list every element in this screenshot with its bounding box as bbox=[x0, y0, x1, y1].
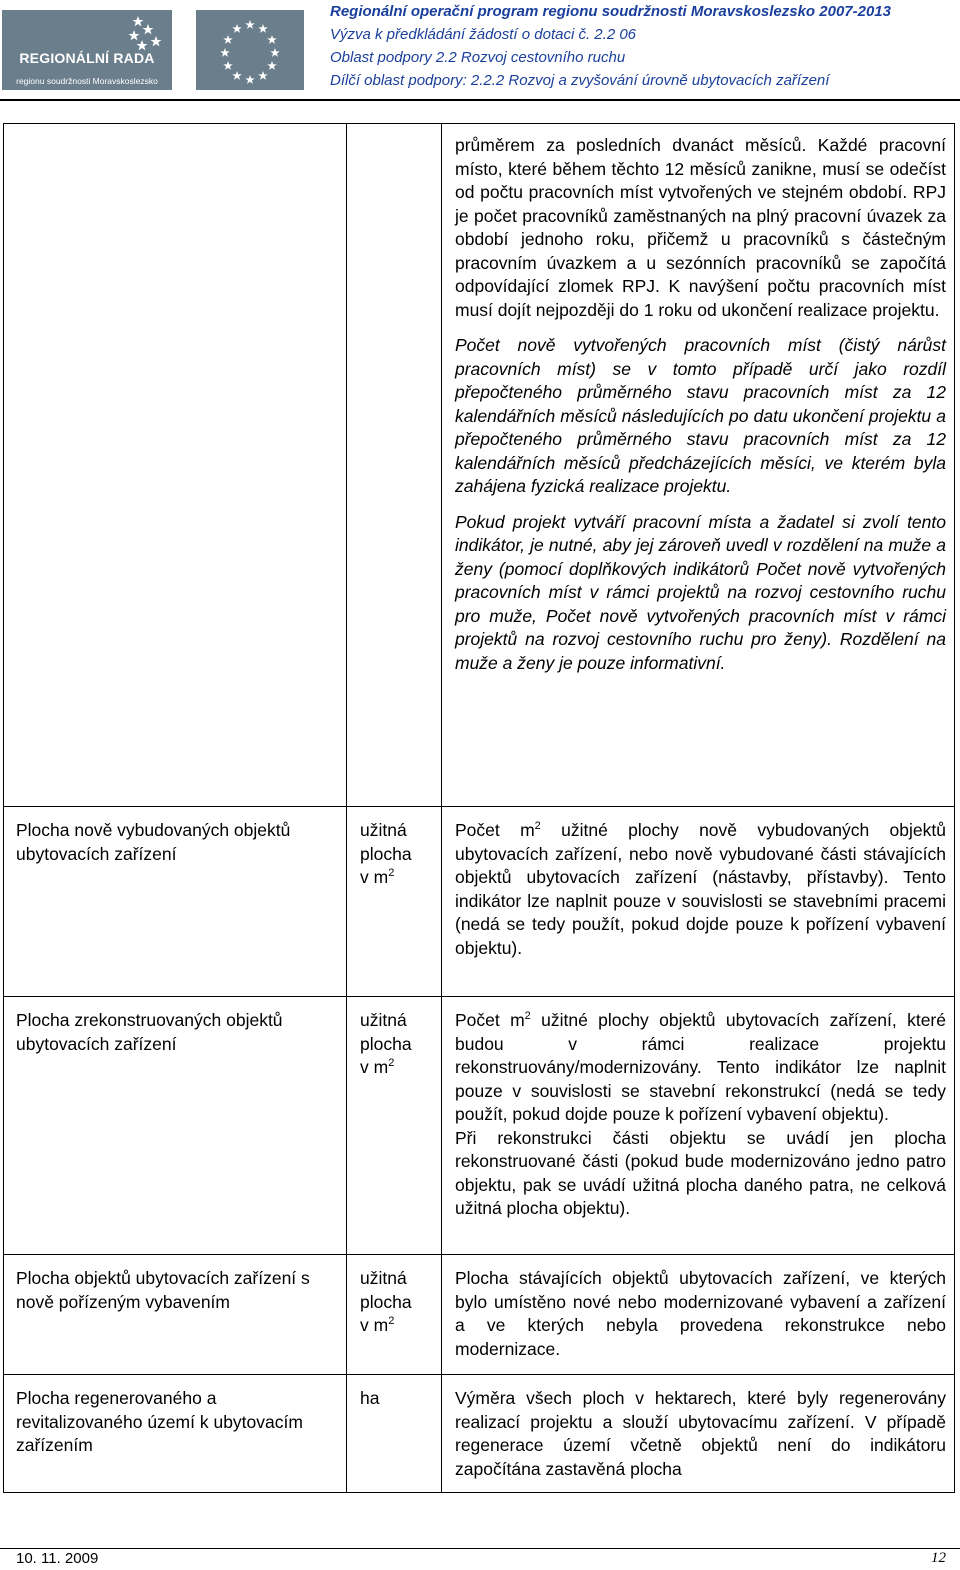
page-header bbox=[0, 0, 960, 100]
table-row-divider bbox=[4, 1374, 954, 1375]
unit-measure: v $m^2$ bbox=[360, 867, 395, 887]
indicator-unit bbox=[360, 819, 440, 890]
indicator-name: Plocha objektů ubytovacích zařízení s nově pořízeným vybavením bbox=[16, 1268, 310, 1312]
logo-title: REGIONÁLNÍ RADA bbox=[19, 50, 155, 66]
page-number: 12 bbox=[931, 1550, 946, 1566]
stars-icon bbox=[122, 14, 170, 54]
indicator-name: Plocha zrekonstruovaných objektů ubytovacích zařízení bbox=[16, 1010, 283, 1054]
logo-subtitle: regionu soudržnosti Moravskoslezsko bbox=[16, 76, 158, 86]
indicator-unit bbox=[360, 1009, 440, 1080]
indicator-unit: ha bbox=[360, 1388, 380, 1408]
indicator-name: Plocha nově vybudovaných objektů ubytovacích zařízení bbox=[16, 820, 291, 864]
header-rule bbox=[0, 99, 960, 101]
unit-label: užitná plocha bbox=[360, 1010, 412, 1054]
header-programme: Regionální operační program regionu soudržnosti Moravskoslezsko 2007-2013 bbox=[330, 3, 891, 20]
indicator-description: Počet $m^2$ užitné plochy nově vybudovaných objektů ubytovacích zařízení, nebo nově vybudované části stávajících objektů ubytovacích zařízení (nástavby, přístavby). Tento indikátor lze naplnit pouze v souvislosti se stavebními pracemi (nedá se tedy použít, pokud dojde pouze k pořízení vybavení objektu). bbox=[455, 820, 946, 958]
description-paragraph: Počet nově vytvořených pracovních míst (čistý nárůst pracovních míst) se v tomto případě určí jako rozdíl přepočteného průměrného stavu pracovních míst za 12 kalendářních měsíců následujících po datu ukončení projektu a přepočteného průměrného stavu pracovních míst za 12 kalendářních měsíců předcházejících měsíci, ve kterém byla zahájena fyzická realizace projektu. bbox=[455, 335, 946, 496]
indicator-description: Výměra všech ploch v hektarech, které byly regenerovány realizací projektu a slouží ubytovacímu zařízení. V případě regenerace území včetně objektů není do indikátoru započítána zastavěná plocha bbox=[455, 1388, 946, 1479]
indicator-name: Plocha regenerovaného a revitalizovaného území k ubytovacím zařízením bbox=[16, 1388, 303, 1455]
table-row-divider bbox=[4, 806, 954, 807]
header-subarea: Dílčí oblast podpory: 2.2.2 Rozvoj a zvyšování úrovně ubytovacích zařízení bbox=[330, 72, 830, 89]
indicator-unit bbox=[360, 1267, 440, 1338]
table-row-0-description bbox=[455, 134, 946, 675]
regionalni-rada-logo bbox=[2, 10, 172, 90]
unit-label: užitná plocha bbox=[360, 1268, 412, 1312]
eu-stars-icon bbox=[196, 10, 304, 90]
description-extra: Při rekonstrukci části objektu se uvádí jen plocha rekonstruované části (pokud bude modernizováno jedno patro objektu, pak se uvádí užitná plocha daného patra, ne celková užitná plocha objektu). bbox=[455, 1127, 946, 1218]
unit-measure: v $m^2$ bbox=[360, 1057, 395, 1077]
table-row-divider bbox=[4, 996, 954, 997]
table-col-divider-2 bbox=[441, 124, 442, 1492]
header-area: Oblast podpory 2.2 Rozvoj cestovního ruchu bbox=[330, 49, 626, 66]
footer-date: 10. 11. 2009 bbox=[16, 1550, 99, 1567]
table-col-divider-1 bbox=[346, 124, 347, 1492]
header-call: Výzva k předkládání žádostí o dotaci č. 2.2 06 bbox=[330, 26, 637, 43]
description-paragraph: Pokud projekt vytváří pracovní místa a žadatel si zvolí tento indikátor, je nutné, aby jej zároveň uvedl v rozdělení na muže a ženy (pomocí doplňkových indikátorů Počet nově vytvořených pracovních míst v rámci projektů na rozvoj cestovního ruchu pro muže, Počet nově vytvořených pracovních míst v rámci projektů na rozvoj cestovního ruchu pro ženy). Rozdělení na muže a ženy je pouze informativní. bbox=[455, 511, 946, 673]
description-paragraph: průměrem za posledních dvanáct měsíců. Každé pracovní místo, které během těchto 12 měsíců zanikne, musí se odečíst od počtu pracovních míst vytvořených ve stejném období. RPJ je počet pracovníků zaměstnaných na plný pracovní úvazek za období jednoho roku, přičemž u pracovníků s částečným pracovním úvazkem a u sezónních pracovníků se započítá odpovídající zlomek RPJ. K navýšení počtu pracovních míst musí dojít nejpozději do 1 roku od ukončení realizace projektu. bbox=[455, 135, 946, 320]
indicator-description: Plocha stávajících objektů ubytovacích zařízení, ve kterých bylo umístěno nové nebo modernizované vybavení a zařízení a ve kterých nebyla provedena rekonstrukce nebo modernizace. bbox=[455, 1268, 946, 1359]
header-text bbox=[330, 0, 891, 92]
indicator-table bbox=[3, 123, 955, 1493]
footer-rule bbox=[0, 1548, 960, 1549]
table-row-divider bbox=[4, 1254, 954, 1255]
unit-measure: v $m^2$ bbox=[360, 1315, 395, 1335]
unit-label: užitná plocha bbox=[360, 820, 412, 864]
indicator-description: Počet $m^2$ užitné plochy objektů ubytovacích zařízení, které budou v rámci realizace projektu rekonstruovány/modernizovány. Tento indikátor lze naplnit pouze v souvislosti se stavební rekonstrukcí (nedá se tedy použít, pokud dojde pouze k pořízení vybavení objektu). Při rekonstrukci části objektu se uvádí jen plocha rekonstruované části (pokud bude modernizováno jedno patro objektu, pak se uvádí užitná plocha daného patra, ne celková užitná plocha objektu). bbox=[455, 1009, 946, 1221]
eu-flag-logo bbox=[196, 10, 304, 90]
